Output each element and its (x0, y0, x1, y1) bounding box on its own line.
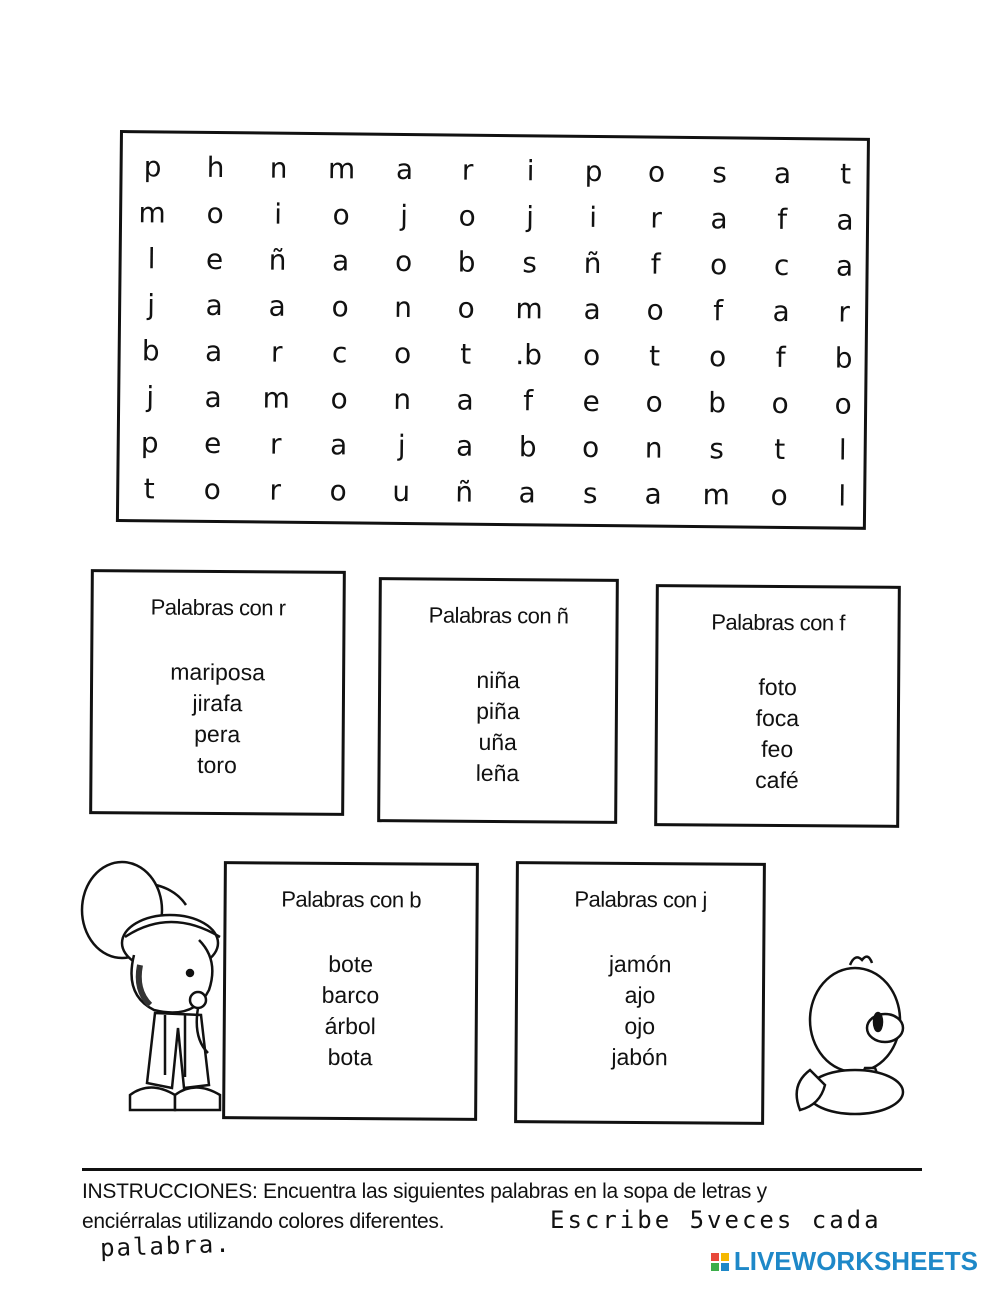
grid-letter: t (459, 337, 472, 371)
grid-letter: t (774, 432, 786, 466)
grid-letter: o (834, 387, 852, 421)
grid-letter: h (206, 150, 225, 185)
word-item: jabón (611, 1043, 668, 1071)
word-item: barco (321, 981, 380, 1009)
grid-letter: r (269, 473, 282, 507)
grid-letter: o (329, 474, 347, 508)
grid-letter: ñ (583, 246, 602, 281)
grid-row (120, 377, 864, 430)
word-box-r (89, 569, 346, 816)
word-item: leña (475, 759, 520, 787)
grid-letter: o (393, 336, 412, 371)
grid-letter: s (709, 432, 725, 466)
grid-letter: m (262, 381, 291, 415)
grid-row (121, 239, 865, 292)
grid-letter: f (776, 202, 788, 236)
grid-letter: o (394, 244, 413, 279)
word-box-b (222, 861, 479, 1121)
grid-letter: l (147, 242, 156, 276)
handwritten-note: Escribe 5veces cada (550, 1206, 882, 1234)
grid-letter: m (515, 292, 543, 326)
grid-letter: o (581, 430, 600, 465)
word-item: jirafa (192, 689, 243, 717)
grid-letter: a (583, 292, 601, 327)
grid-letter: a (395, 152, 414, 187)
word-box-title: Palabras con ñ (428, 602, 569, 629)
grid-letter: a (455, 429, 474, 463)
grid-letter: o (330, 382, 348, 416)
grid-letter: o (203, 472, 221, 507)
liveworksheets-logo (710, 1246, 978, 1277)
word-item: foto (758, 673, 797, 701)
word-item: jamón (608, 950, 672, 978)
word-item: piña (476, 697, 520, 725)
word-item: mariposa (170, 658, 266, 686)
grid-letter: s (582, 476, 598, 511)
grid-letter: j (397, 428, 406, 463)
grid-letter: i (526, 154, 535, 188)
grid-letter: a (268, 289, 286, 323)
grid-letter: j (147, 288, 156, 322)
grid-letter: a (710, 202, 728, 236)
word-box-title: Palabras con j (574, 886, 707, 913)
instructions-line-2: enciérralas utilizando colores diferentes. (82, 1210, 445, 1233)
grid-letter: o (645, 385, 663, 419)
grid-letter: j (526, 200, 535, 234)
grid-letter: a (456, 383, 474, 417)
word-box-title: Palabras con f (711, 609, 845, 636)
grid-row (119, 469, 863, 522)
grid-letter: o (647, 155, 666, 189)
grid-letter: t (143, 472, 155, 506)
word-item: feo (761, 735, 794, 763)
word-item: ojo (624, 1012, 656, 1040)
grid-letter: b (518, 430, 537, 464)
grid-letter: o (206, 196, 224, 231)
grid-letter: n (393, 382, 412, 417)
grid-letter: o (457, 291, 475, 325)
grid-row (119, 423, 863, 476)
word-item: toro (197, 751, 237, 779)
grid-letter: j (146, 380, 155, 414)
grid-letter: ñ (268, 243, 287, 277)
word-item: niña (476, 666, 520, 694)
grid-letter: l (838, 433, 847, 467)
grid-letter: r (270, 335, 283, 369)
grid-letter: c (331, 336, 348, 370)
grid-row (122, 147, 866, 200)
grid-row (121, 285, 865, 338)
grid-letter: a (204, 334, 223, 369)
grid-letter: b (457, 245, 476, 279)
grid-letter: u (392, 474, 411, 509)
word-item: foca (755, 704, 800, 732)
grid-letter: p (143, 150, 162, 184)
grid-letter: s (712, 156, 728, 190)
grid-letter: a (835, 249, 854, 283)
grid-letter: m (702, 478, 731, 512)
grid-letter: o (709, 248, 728, 282)
grid-letter: j (400, 198, 409, 233)
word-item: bota (327, 1043, 373, 1071)
boy-with-balloon-illustration (70, 855, 225, 1125)
grid-letter: n (394, 290, 413, 325)
word-box-f (654, 584, 901, 828)
grid-letter: o (332, 198, 350, 232)
grid-letter: e (203, 426, 222, 461)
grid-letter: t (648, 339, 661, 373)
word-box-title: Palabras con b (281, 886, 422, 913)
handwritten-note-continuation: palabra. (99, 1229, 233, 1263)
grid-letter: a (204, 380, 222, 415)
grid-letter: o (331, 290, 349, 324)
grid-letter: ñ (455, 475, 474, 509)
grid-letter: a (773, 156, 792, 191)
word-item: árbol (324, 1012, 376, 1040)
grid-letter: a (329, 428, 348, 462)
grid-letter: p (584, 154, 603, 189)
grid-letter: e (582, 384, 600, 419)
grid-letter: a (644, 477, 662, 511)
word-item: pera (194, 720, 241, 748)
brand-name: LIVEWORKSHEETS (733, 1246, 978, 1276)
word-item: uña (478, 728, 517, 756)
grid-letter: n (644, 431, 663, 465)
grid-letter: a (836, 203, 854, 237)
grid-letter: l (838, 479, 847, 513)
grid-letter: s (522, 246, 538, 280)
brand-icon (710, 1252, 730, 1272)
grid-letter: i (274, 197, 283, 231)
grid-letter: o (770, 478, 788, 513)
grid-letter: a (205, 288, 223, 323)
word-box-title: Palabras con r (150, 594, 286, 621)
grid-letter: a (518, 476, 536, 510)
grid-letter: f (775, 340, 786, 374)
grid-letter: o (458, 199, 476, 233)
word-search-grid (116, 130, 870, 530)
grid-letter: b (834, 341, 853, 375)
grid-letter: a (331, 244, 350, 278)
grid-letter: i (589, 200, 598, 234)
grid-letter: f (650, 247, 661, 281)
grid-letter: b (708, 386, 727, 420)
grid-letter: n (269, 151, 288, 185)
chick-illustration (790, 950, 920, 1120)
grid-letter: p (140, 426, 159, 460)
grid-letter: r (269, 427, 282, 461)
grid-letter: o (582, 338, 601, 373)
word-box-j (514, 861, 766, 1125)
word-item: ajo (624, 981, 656, 1009)
grid-letter: o (708, 340, 727, 374)
grid-letter: e (205, 242, 224, 277)
word-item: bote (328, 950, 374, 978)
grid-letter: b (141, 334, 160, 368)
grid-letter: t (839, 157, 852, 191)
grid-letter: o (771, 386, 789, 421)
grid-letter: r (650, 201, 663, 235)
word-item: café (755, 766, 799, 794)
grid-letter: f (713, 294, 724, 328)
grid-letter: o (646, 293, 664, 327)
grid-letter: c (773, 248, 790, 283)
grid-letter: m (327, 152, 356, 186)
grid-letter: m (138, 196, 166, 230)
word-box-ene (377, 577, 619, 824)
grid-letter: r (838, 295, 851, 329)
grid-letter: f (523, 384, 534, 418)
instructions-line-1: INSTRUCCIONES: Encuentra las siguientes palabras en la sopa de letras y (82, 1180, 767, 1203)
grid-letter: .b (515, 338, 543, 372)
grid-letter: a (772, 294, 790, 329)
grid-letter: r (461, 153, 474, 187)
grid-row (120, 331, 864, 384)
grid-row (122, 193, 866, 246)
